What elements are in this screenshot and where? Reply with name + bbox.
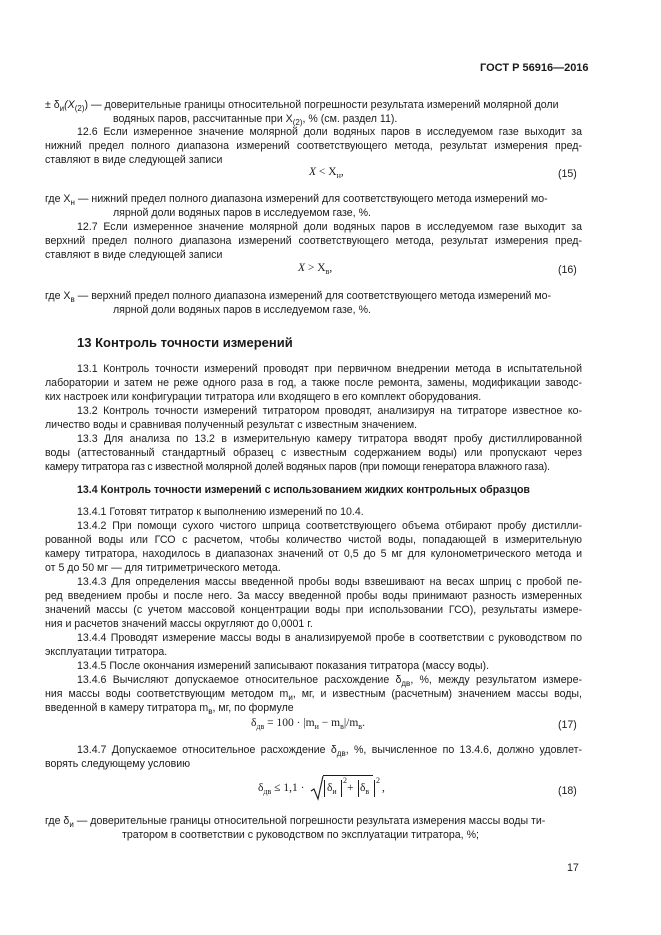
paragraph-line: ния массы воды соответствующим методом $m_и$, мг, и известным (расчетным) значением массы воды, [45, 688, 582, 702]
paragraph-line: 13.1 Контроль точности измерений проводят при первичном внедрении метода в испытательной [77, 363, 582, 375]
paragraph-line: 13.3 Для анализа по 13.2 в измерительную камеру титратора вводят пробу дистиллированной [77, 433, 582, 445]
formula-18-term-b: $\delta_в$ [360, 782, 370, 796]
definition-line: ± $\delta_и(X_{(2)})$ — доверительные границы относительной погрешности результата измерений молярной доли [45, 99, 559, 113]
formula-17: $\delta_{дв} = 100 \cdot |m_и - m_в|/m_в$. [251, 717, 365, 731]
formula-number: (15) [558, 168, 577, 180]
definition-line: где $X_н$ — нижний предел полного диапазона измерений для соответствующего метода измерений мо- [45, 193, 548, 207]
abs-bar [374, 780, 375, 797]
paragraph-line: значений массы (с учетом массовой концентрации воды при использовании ГСО), результаты измере- [45, 604, 582, 616]
paragraph-line: 12.7 Если измеренное значение молярной доли водяных паров в исследуемом газе выходит за [77, 221, 582, 233]
abs-bar [341, 780, 342, 797]
paragraph-line: воды (аттестованный стандартный образец с известным содержанием воды) или пропускают через [45, 447, 582, 459]
definition-line: где $\delta_и$ — доверительные границы относительной погрешности результата измерения массы воды ти- [45, 815, 546, 829]
abs-bar [358, 780, 359, 797]
paragraph-line: 13.4.7 Допускаемое относительное расхождение $\delta_{дв}$, %, вычисленное по 13.4.6, должно удовлет- [77, 744, 582, 758]
paragraph-line: 13.4.4 Проводят измерение массы воды в анализируемой пробе в соответствии с руководством по [77, 632, 582, 644]
paragraph-line: 12.6 Если измеренное значение молярной доли водяных паров в исследуемом газе выходит за [77, 126, 582, 138]
paragraph-line: 13.2 Контроль точности измерений титратором проводят, анализируя на титраторе известное ко- [77, 405, 582, 417]
section-heading: 13 Контроль точности измерений [77, 335, 293, 350]
definition-line: водяных паров, рассчитанные при $X_{(2)}$, % (см. раздел 11). [113, 113, 398, 127]
definition-line: лярной доли водяных паров в исследуемом газе, %. [113, 304, 371, 316]
square-root-sign [310, 775, 324, 801]
paragraph-line: от 5 до 50 мг — для титриметрического метода. [45, 562, 281, 574]
formula-number: (17) [558, 719, 577, 731]
formula-number: (16) [558, 264, 577, 276]
formula-number: (18) [558, 785, 577, 797]
radical-overline [323, 775, 373, 776]
paragraph-line: эксплуатации титратора. [45, 646, 168, 658]
paragraph-line: нижний предел полного диапазона измерений соответствующего метода, результат измерения пред- [45, 140, 582, 152]
paragraph-line: рованной воды или ГСО с расчетом, чтобы количество чистой воды, попадающей в измерительную [45, 534, 582, 546]
plus-sign: + [347, 782, 354, 794]
paragraph-line: ворять следующему условию [45, 758, 191, 770]
paragraph-line: 13.4.1 Готовят титратор к выполнению измерений по 10.4. [77, 506, 364, 518]
paragraph-line: камеру титратора газ с известной молярной долей водяных паров (при помощи генератора влажного газа). [45, 461, 550, 473]
paragraph-line: верхний предел полного диапазона измерений соответствующего метода, результат измерения пред- [45, 235, 582, 247]
paragraph-line: 13.4.3 Для определения массы введенной пробы воды взвешивают на весах шприц с пробой пе- [77, 576, 582, 588]
definition-line: лярной доли водяных паров в исследуемом газе, %. [113, 207, 371, 219]
paragraph-line: 13.4.6 Вычисляют допускаемое относительное расхождение $\delta_{дв}$, %, между результатом измере- [77, 674, 582, 688]
abs-bar [324, 780, 325, 797]
definition-line: тратором в соответствии с руководством по эксплуатации титратора, %; [122, 829, 479, 841]
paragraph-line: 13.4.5 После окончания измерений записывают показания титратора (массу воды). [77, 660, 490, 672]
formula-18-term-a: $\delta_и$ [327, 782, 337, 796]
formula-18-lhs: $\delta_{дв} \le 1,1$ · [258, 782, 305, 796]
page-number: 17 [567, 862, 579, 874]
paragraph-line: ставляют в виде следующей записи [45, 249, 223, 261]
document-standard-header: ГОСТ Р 56916—2016 [480, 62, 589, 74]
paragraph-line: ния и расчетов значений массы округляют до 0,0001 г. [45, 618, 313, 630]
paragraph-line: ких настроек или конфигурации титратора или входящего в его комплект оборудования. [45, 391, 482, 403]
formula-15: $X < X_н$, [309, 166, 344, 180]
formula-16: $X > X_в$, [298, 262, 333, 276]
paragraph-line: ставляют в виде следующей записи [45, 154, 223, 166]
paragraph-line: камеру титратора, находилось в диапазонах значений от 0,5 до 5 мг для кулонометрического метода и [45, 548, 582, 560]
paragraph-line: лаборатории и затем не реже одного раза в год, а также после ремонта, замены, модификации заводс- [45, 377, 582, 389]
paragraph-line: введенной в камеру титратора $m_в$, мг, по формуле [45, 702, 294, 716]
exponent: 2 [343, 776, 347, 785]
paragraph-line: личество воды и сравнивая полученный результат с известным значением. [45, 419, 418, 431]
paragraph-line: ред введением пробы и после него. За массу введенной пробы воды принимают разность измеренных [45, 590, 582, 602]
definition-line: где $X_в$ — верхний предел полного диапазона измерений для соответствующего метода измерений мо- [45, 290, 552, 304]
formula-end: , [382, 782, 385, 794]
paragraph-line: 13.4.2 При помощи сухого чистого шприца соответствующего объема отбирают пробу дистилли- [77, 520, 582, 532]
subsection-heading: 13.4 Контроль точности измерений с использованием жидких контрольных образцов [77, 484, 530, 496]
exponent: 2 [376, 776, 380, 785]
